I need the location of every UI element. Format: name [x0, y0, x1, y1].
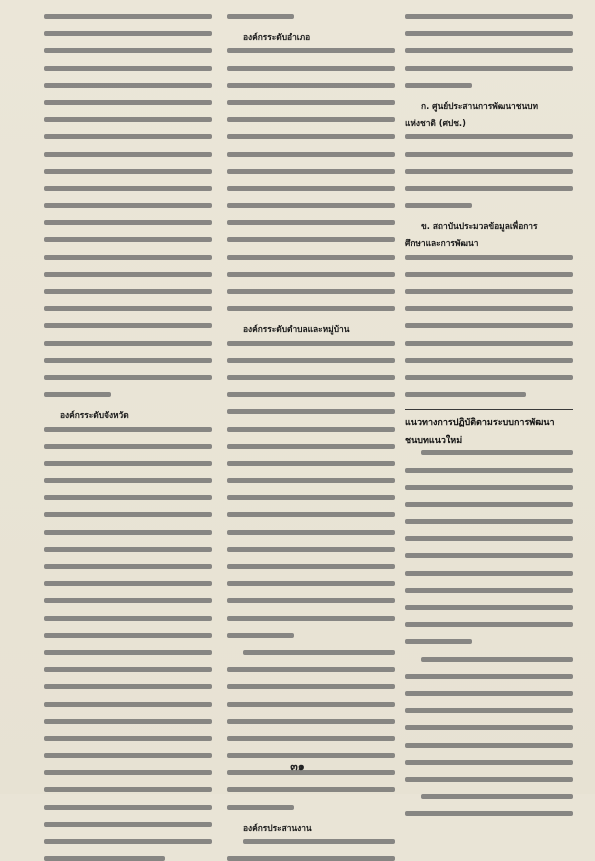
text-line	[44, 83, 212, 88]
text-line	[227, 530, 395, 535]
text-line	[44, 822, 212, 827]
text-line	[405, 588, 573, 593]
text-line	[405, 31, 573, 36]
text-line	[44, 237, 212, 242]
text-line	[227, 461, 395, 466]
text-line	[44, 31, 212, 36]
text-line	[405, 502, 573, 507]
text-line	[405, 639, 472, 644]
text-line	[405, 485, 573, 490]
text-line	[405, 691, 573, 696]
text-line	[243, 839, 395, 844]
text-line	[44, 341, 212, 346]
text-line	[44, 530, 212, 535]
text-line	[405, 14, 573, 19]
text-line	[421, 450, 573, 455]
text-line	[227, 719, 395, 724]
text-line	[405, 66, 573, 71]
text-line	[44, 547, 212, 552]
text-line	[227, 48, 395, 53]
text-line	[44, 134, 212, 139]
text-line	[405, 536, 573, 541]
text-line	[44, 358, 212, 363]
text-line	[405, 392, 526, 397]
text-line	[44, 186, 212, 191]
section-heading: องค์กรประสานงาน	[243, 822, 312, 833]
text-line	[405, 83, 472, 88]
page-number: ๓๑	[290, 760, 305, 773]
text-line	[405, 203, 472, 208]
text-column-1	[44, 14, 212, 744]
text-line	[44, 719, 212, 724]
text-line	[44, 220, 212, 225]
text-line	[44, 461, 212, 466]
text-line	[227, 787, 395, 792]
text-line	[44, 392, 111, 397]
text-line	[44, 787, 212, 792]
text-line	[227, 667, 395, 672]
text-line	[227, 220, 395, 225]
text-line	[405, 743, 573, 748]
text-line	[227, 392, 395, 397]
text-line	[44, 839, 212, 844]
text-line	[405, 571, 573, 576]
text-line	[227, 684, 395, 689]
section-heading: องค์กรระดับจังหวัด	[60, 410, 129, 421]
text-line	[405, 152, 573, 157]
section-heading: องค์กรระดับตำบลและหมู่บ้าน	[243, 324, 350, 335]
text-line	[44, 289, 212, 294]
text-line	[227, 805, 294, 810]
text-line	[421, 794, 573, 799]
text-line	[405, 323, 573, 328]
text-line	[227, 117, 395, 122]
text-line	[227, 478, 395, 483]
text-line	[44, 203, 212, 208]
text-line	[44, 66, 212, 71]
text-column-3	[405, 14, 573, 744]
section-title: แนวทางการปฏิบัติตามระบบการพัฒนา	[405, 418, 555, 429]
text-line	[227, 702, 395, 707]
text-line	[44, 117, 212, 122]
text-line	[227, 289, 395, 294]
text-line	[405, 358, 573, 363]
text-line	[227, 633, 294, 638]
text-line	[405, 186, 573, 191]
text-line	[44, 667, 212, 672]
section-rule	[405, 409, 573, 410]
text-line	[227, 152, 395, 157]
text-line	[227, 203, 395, 208]
section-heading: ศึกษาและการพัฒนา	[405, 238, 479, 249]
text-line	[227, 237, 395, 242]
text-line	[44, 272, 212, 277]
text-line	[227, 598, 395, 603]
text-line	[405, 272, 573, 277]
text-line	[44, 323, 212, 328]
text-line	[227, 427, 395, 432]
section-title: ชนบทแนวใหม่	[405, 436, 463, 447]
text-line	[44, 633, 212, 638]
text-line	[227, 14, 294, 19]
section-heading: องค์กรระดับอำเภอ	[243, 32, 311, 43]
text-line	[405, 375, 573, 380]
text-line	[227, 856, 395, 861]
section-heading: ก. ศูนย์ประสานการพัฒนาชนบท	[421, 100, 539, 111]
text-line	[405, 468, 573, 473]
text-line	[227, 358, 395, 363]
text-line	[227, 444, 395, 449]
text-line	[227, 66, 395, 71]
text-line	[44, 444, 212, 449]
text-line	[44, 14, 212, 19]
text-line	[44, 152, 212, 157]
text-line	[227, 83, 395, 88]
text-line	[227, 186, 395, 191]
text-line	[44, 736, 212, 741]
text-line	[44, 564, 212, 569]
text-line	[227, 341, 395, 346]
text-line	[44, 169, 212, 174]
text-line	[227, 306, 395, 311]
text-line	[405, 725, 573, 730]
text-line	[405, 341, 573, 346]
text-line	[405, 605, 573, 610]
text-line	[405, 674, 573, 679]
text-line	[227, 409, 395, 414]
text-line	[227, 375, 395, 380]
text-line	[44, 650, 212, 655]
text-line	[44, 684, 212, 689]
text-line	[405, 708, 573, 713]
text-line	[227, 616, 395, 621]
text-line	[44, 375, 212, 380]
text-line	[405, 777, 573, 782]
text-line	[227, 100, 395, 105]
text-line	[405, 169, 573, 174]
text-line	[44, 856, 165, 861]
text-line	[44, 48, 212, 53]
text-line	[44, 495, 212, 500]
text-line	[405, 811, 573, 816]
text-line	[44, 512, 212, 517]
text-line	[44, 805, 212, 810]
text-line	[421, 657, 573, 662]
text-line	[227, 169, 395, 174]
text-line	[227, 547, 395, 552]
text-line	[243, 650, 395, 655]
text-line	[405, 289, 573, 294]
text-line	[44, 255, 212, 260]
text-line	[405, 306, 573, 311]
text-line	[44, 616, 212, 621]
text-line	[405, 622, 573, 627]
text-line	[44, 100, 212, 105]
text-line	[227, 564, 395, 569]
section-heading: ข. สถาบันประมวลข้อมูลเพื่อการ	[421, 221, 538, 232]
text-line	[405, 255, 573, 260]
text-line	[227, 581, 395, 586]
text-line	[227, 736, 395, 741]
text-line	[405, 519, 573, 524]
text-line	[227, 495, 395, 500]
text-line	[405, 134, 573, 139]
text-line	[44, 306, 212, 311]
text-line	[227, 512, 395, 517]
text-line	[44, 427, 212, 432]
text-line	[227, 272, 395, 277]
text-line	[227, 255, 395, 260]
text-line	[405, 553, 573, 558]
text-line	[44, 598, 212, 603]
section-heading: แห่งชาติ (ศปช.)	[405, 118, 466, 129]
text-line	[44, 478, 212, 483]
text-line	[44, 702, 212, 707]
text-line	[405, 48, 573, 53]
text-line	[227, 134, 395, 139]
text-line	[44, 581, 212, 586]
